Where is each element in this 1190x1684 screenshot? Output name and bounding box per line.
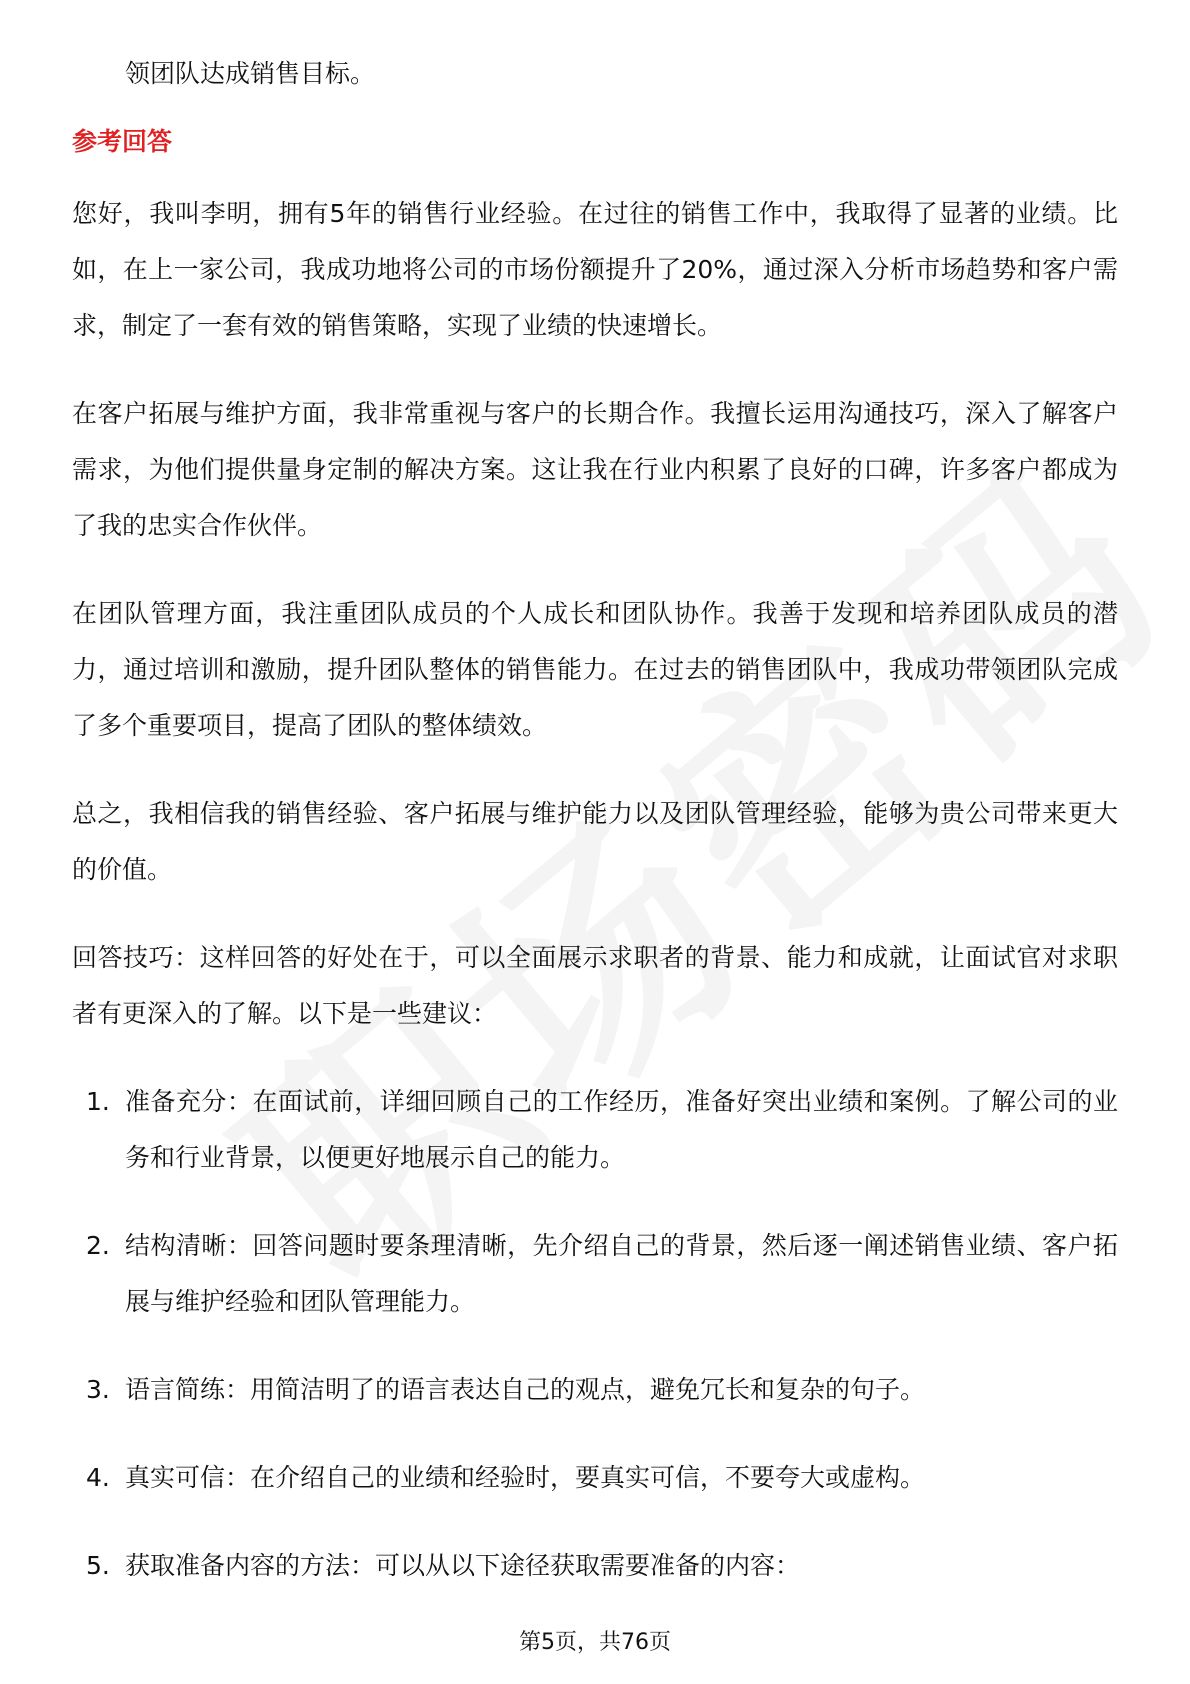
list-number: 2. <box>86 1231 110 1260</box>
page-footer: 第5页，共76页 <box>519 1630 671 1655</box>
paragraph-summary: 总之，我相信我的销售经验、客户拓展与维护能力以及团队管理经验，能够为贵公司带来更大的价值。 <box>72 799 1118 884</box>
paragraph-intro: 您好，我叫李明，拥有5年的销售行业经验。在过往的销售工作中，我取得了显著的业绩。比如，在上一家公司，我成功地将公司的市场份额提升了20%，通过深入分析市场趋势和客户需求，制定了一套有效的销售策略，实现了业绩的快速增长。 <box>72 199 1118 340</box>
list-item <box>72 1538 1118 1594</box>
list-number: 4. <box>86 1463 110 1492</box>
list-item <box>72 1450 1118 1506</box>
tips-list <box>72 1074 1118 1594</box>
list-number: 5. <box>86 1551 110 1580</box>
list-text: 准备充分：在面试前，详细回顾自己的工作经历，准备好突出业绩和案例。了解公司的业务和行业背景，以便更好地展示自己的能力。 <box>125 1087 1118 1172</box>
list-number: 1. <box>86 1087 110 1116</box>
list-item <box>72 1218 1118 1330</box>
list-number: 3. <box>86 1375 110 1404</box>
list-text: 语言简练：用简洁明了的语言表达自己的观点，避免冗长和复杂的句子。 <box>125 1375 926 1404</box>
section-heading: 参考回答 <box>72 127 173 156</box>
list-item <box>72 1362 1118 1418</box>
paragraph-tips: 回答技巧：这样回答的好处在于，可以全面展示求职者的背景、能力和成就，让面试官对求职者有更深入的了解。以下是一些建议： <box>72 943 1118 1028</box>
page-content <box>72 46 1118 1626</box>
list-text: 获取准备内容的方法：可以从以下途径获取需要准备的内容： <box>125 1551 801 1580</box>
paragraph-team: 在团队管理方面，我注重团队成员的个人成长和团队协作。我善于发现和培养团队成员的潜力，通过培训和激励，提升团队整体的销售能力。在过去的销售团队中，我成功带领团队完成了多个重要项目，提高了团队的整体绩效。 <box>72 599 1118 740</box>
list-item <box>72 1074 1118 1186</box>
list-text: 结构清晰：回答问题时要条理清晰，先介绍自己的背景，然后逐一阐述销售业绩、客户拓展与维护经验和团队管理能力。 <box>125 1231 1118 1316</box>
continuation-line: 领团队达成销售目标。 <box>125 59 376 88</box>
list-text: 真实可信：在介绍自己的业绩和经验时，要真实可信，不要夸大或虚构。 <box>125 1463 926 1492</box>
paragraph-client: 在客户拓展与维护方面，我非常重视与客户的长期合作。我擅长运用沟通技巧，深入了解客户需求，为他们提供量身定制的解决方案。这让我在行业内积累了良好的口碑，许多客户都成为了我的忠实合作伙伴。 <box>72 399 1118 540</box>
